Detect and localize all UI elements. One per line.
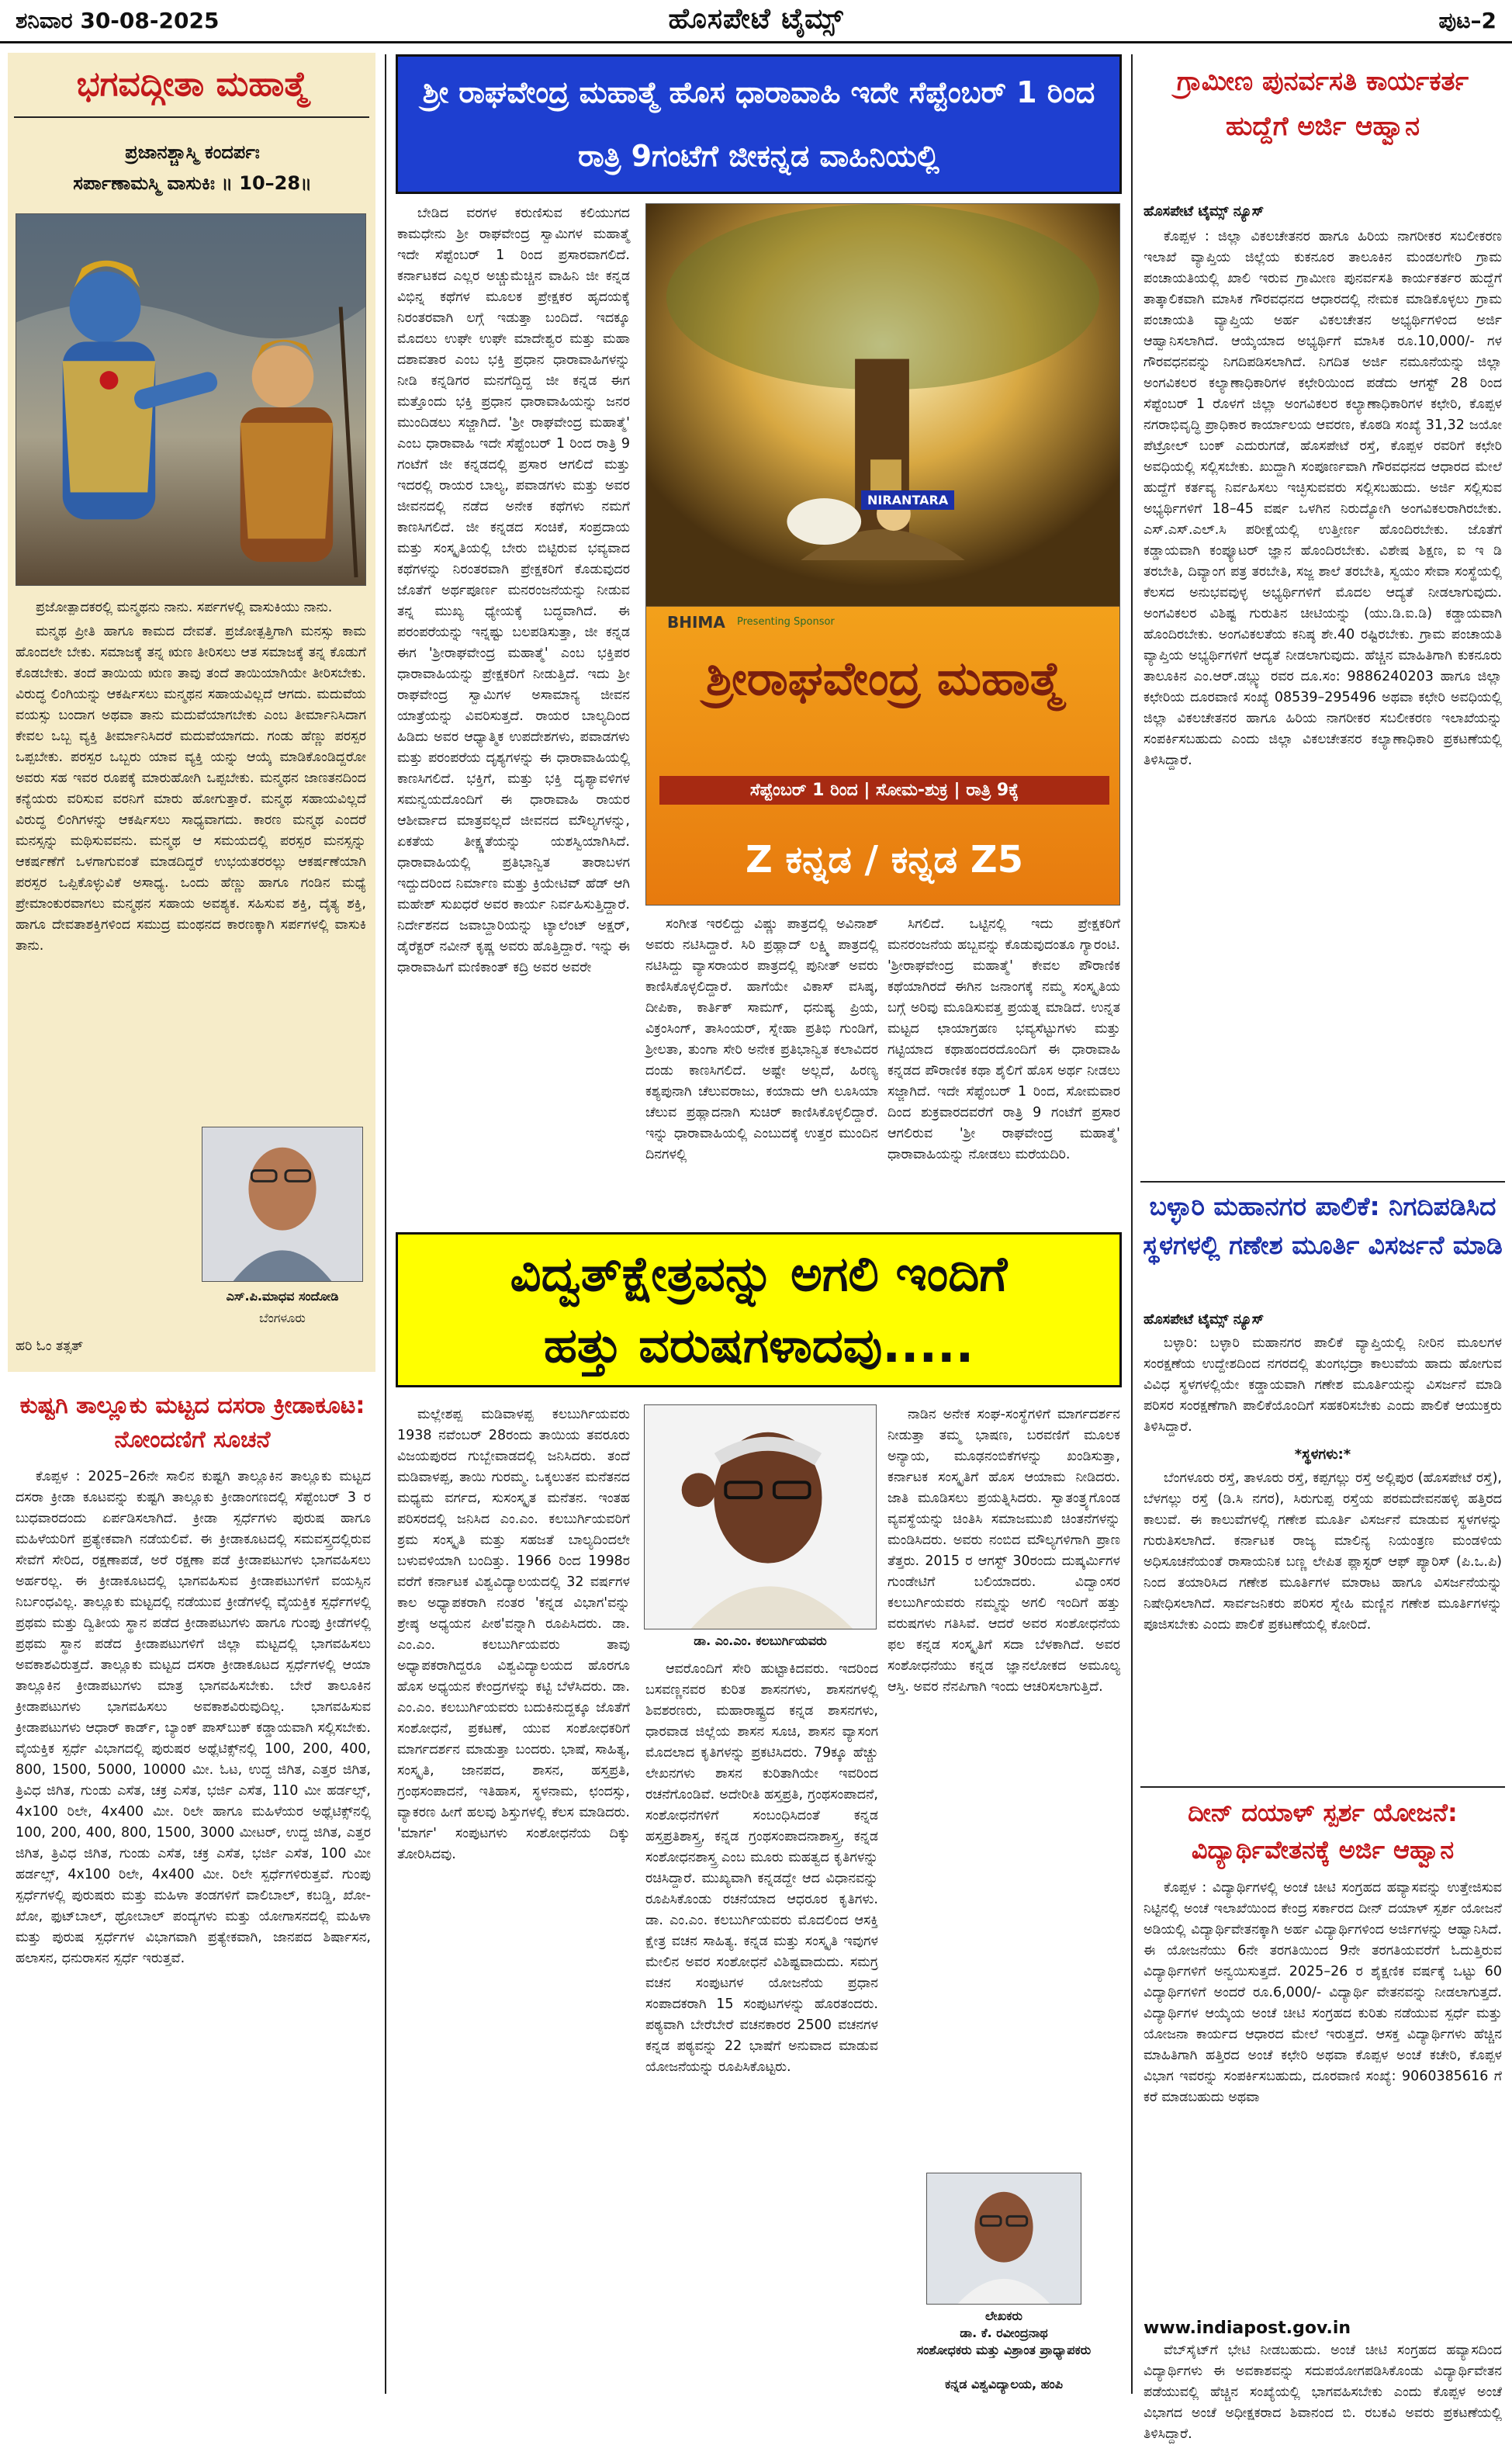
scholarship-body xyxy=(1144,1878,1502,2312)
kalburgi-body-2 xyxy=(645,1659,878,2394)
divider xyxy=(14,116,369,118)
gita-author-name: ಎಸ್.ಪಿ.ಮಾಧವ ಸಂದೋಡಿ xyxy=(226,1289,339,1304)
ganesha-body xyxy=(1144,1333,1502,1442)
paper-name: ಹೊಸಪೇಟೆ ಟೈಮ್ಸ್ xyxy=(668,3,844,35)
kalburgi-para: ನಾಡಿನ ಅನೇಕ ಸಂಘ-ಸಂಸ್ಥೆಗಳಿಗೆ ಮಾರ್ಗದರ್ಶನ ನೀಡುತ್ತಾ ತಮ್ಮ ಭಾಷಣ, ಬರವಣಿಗೆ ಮೂಲಕ ಅನ್ಯಾಯ, ಮೂಢನಂಬಿಕೆಗಳನ್ನು ಖಂಡಿಸುತ್ತಾ, ಕರ್ನಾಟಕ ಸಂಸ್ಕೃತಿಗೆ ಹೊಸ ಆಯಾಮ ನೀಡಿದರು. ಜಾತಿ ಮೂಡಿಸಲು ಪ್ರಯತ್ನಿಸಿದರು. ಸ್ವಾತಂತ್ರ್ಯಗೊಂಡ ವ್ಯವಸ್ಥೆಯನ್ನು ಚಿಂತಿಸಿ ಸಮಾಜಮುಖಿ ಚಿಂತನೆಗಳನ್ನು ಮಂಡಿಸಿದರು. ಅವರು ನಂಬಿದ ಮೌಲ್ಯಗಳಿಗಾಗಿ ಪ್ರಾಣ ತೆತ್ತರು. 2015 ರ ಆಗಸ್ಟ್ 30ರಂದು ದುಷ್ಕರ್ಮಿಗಳ ಗುಂಡೇಟಿಗೆ ಬಲಿಯಾದರು. ವಿದ್ವಾಂಸರ ಕಲಬುರ್ಗಿಯವರು ನಮ್ಮನ್ನು ಅಗಲಿ ಇಂದಿಗೆ ಹತ್ತು ವರುಷಗಳು ಗತಿಸಿವೆ. ಆದರೆ ಅವರ ಸಂಶೋಧನೆಯ ಫಲ ಕನ್ನಡ ಸಂಸ್ಕೃತಿಗೆ ಸದಾ ಬೆಳಕಾಗಿದೆ. ಅವರ ಸಂಶೋಧನೆಯು ಕನ್ನಡ ಜ್ಞಾನಲೋಕದ ಅಮೂಲ್ಯ ಆಸ್ತಿ. ಅವರ ನೆನಪಿಗಾಗಿ ಇಂದು ಆಚರಿಸಲಾಗುತ್ತಿದೆ. xyxy=(887,1407,1120,1695)
divider xyxy=(1140,1181,1505,1183)
raghavendra-body-1 xyxy=(397,203,630,1220)
dasara-para: ಕೊಪ್ಪಳ : 2025–26ನೇ ಸಾಲಿನ ಕುಷ್ಟಗಿ ತಾಲ್ಲೂಕಿನ ತಾಲ್ಲೂಕು ಮಟ್ಟದ ದಸರಾ ಕ್ರೀಡಾ ಕೂಟವನ್ನು ಕುಷ್ಟಗಿ ತಾಲ್ಲೂಕು ಕ್ರೀಡಾಂಗಣದಲ್ಲಿ ಸೆಪ್ಟೆಂಬರ್ 3 ರ ಬುಧವಾರದಂದು ಏರ್ಪಡಿಸಲಾಗಿದೆ. ಕ್ರೀಡಾ ಸ್ಪರ್ಧೆಗಳು ಪುರುಷ ಹಾಗೂ ಮಹಿಳೆಯರಿಗೆ ಪ್ರತ್ಯೇಕವಾಗಿ ನಡೆಯಲಿವೆ. ಈ ಕ್ರೀಡಾಕೂಟದಲ್ಲಿ ಸಮವಸ್ತ್ರದಲ್ಲಿರುವ ಸೇವೆಗೆ ಸೇರಿದ, ರಕ್ಷಣಾಪಡೆ, ಅರೆ ರಕ್ಷಣಾ ಪಡೆ ಕ್ರೀಡಾಪಟುಗಳು ಭಾಗವಹಿಸಲು ಅರ್ಹರಲ್ಲ. ಈ ಕ್ರೀಡಾಕೂಟದಲ್ಲಿ ಭಾಗವಹಿಸುವ ಕ್ರೀಡಾಪಟುಗಳಿಗೆ ವಯಸ್ಸಿನ ನಿರ್ಬಂಧವಿಲ್ಲ. ತಾಲ್ಲೂಕು ಮಟ್ಟದಲ್ಲಿ ನಡೆಯುವ ಕ್ರೀಡೆಗಳಲ್ಲಿ ವೈಯಕ್ತಿಕ ಸ್ಪರ್ಧೆಗಳಲ್ಲಿ ಪ್ರಥಮ ಮತ್ತು ದ್ವಿತೀಯ ಸ್ಥಾನ ಪಡೆದ ಕ್ರೀಡಾಪಟುಗಳು ಹಾಗೂ ಗುಂಪು ಕ್ರೀಡೆಗಳಲ್ಲಿ ಪ್ರಥಮ ಸ್ಥಾನ ಪಡೆದ ಕ್ರೀಡಾಪಟುಗಳಿಗೆ ಜಿಲ್ಲಾ ಮಟ್ಟದಲ್ಲಿ ಭಾಗವಹಿಸಲು ಅವಕಾಶವಿರುತ್ತದೆ. ತಾಲ್ಲೂಕು ಮಟ್ಟದ ದಸರಾ ಕ್ರೀಡಾಕೂಟದ ಸ್ಪರ್ಧೆಗಳಲ್ಲಿ ಆಯಾ ತಾಲ್ಲೂಕಿನ ಕ್ರೀಡಾಪಟುಗಳು ಮಾತ್ರ ಭಾಗವಹಿಸಬೇಕು. ಬೇರೆ ತಾಲೂಕಿನ ಕ್ರೀಡಾಪಟುಗಳು ಭಾಗವಹಿಸಲು ಅವಕಾಶವಿರುವುದಿಲ್ಲ. ಭಾಗವಹಿಸುವ ಕ್ರೀಡಾಪಟುಗಳು ಆಧಾರ್ ಕಾರ್ಡ್, ಬ್ಯಾಂಕ್ ಪಾಸ್‌ಬುಕ್ ಕಡ್ಡಾಯವಾಗಿ ಸಲ್ಲಿಸಬೇಕು. ವೈಯಕ್ತಿಕ ಸ್ಪರ್ಧೆ ವಿಭಾಗದಲ್ಲಿ ಪುರುಷರ ಅಥ್ಲೆಟಿಕ್ಸ್‌ನಲ್ಲಿ 100, 200, 400, 800, 1500, 5000, 10000 ಮೀ. ಓಟ, ಉದ್ದ ಜಿಗಿತ, ಎತ್ತರ ಜಿಗಿತ, ತ್ರಿವಿಧ ಜಿಗಿತ, ಗುಂಡು ಎಸೆತ, ಚಕ್ರ ಎಸೆತ, ಭರ್ಜಿ ಎಸೆತ, 110 ಮೀ ಹರ್ಡಲ್ಸ್, 4x100 ರಿಲೇ, 4x400 ಮೀ. ರಿಲೇ ಹಾಗೂ ಮಹಿಳೆಯರ ಅಥ್ಲೆಟಿಕ್ಸ್‌ನಲ್ಲಿ 100, 200, 400, 800, 1500, 3000 ಮೀಟರ್, ಉದ್ದ ಜಿಗಿತ, ಎತ್ತರ ಜಿಗಿತ, ತ್ರಿವಿಧ ಜಿಗಿತ, ಗುಂಡು ಎಸೆತ, ಚಕ್ರ ಎಸೆತ, ಭರ್ಜಿ ಎಸೆತ, 100 ಮೀ ಹರ್ಡಲ್ಸ್, 4x100 ರಿಲೇ, 4x400 ಮೀ. ರಿಲೇ ಸ್ಪರ್ಧೆಗಳಿರುತ್ತವೆ. ಗುಂಪು ಸ್ಪರ್ಧೆಗಳಲ್ಲಿ ಪುರುಷರು ಮತ್ತು ಮಹಿಳಾ ತಂಡಗಳಿಗೆ ವಾಲಿಬಾಲ್, ಕಬಡ್ಡಿ, ಖೋ-ಖೋ, ಫುಟ್‌ಬಾಲ್, ಥ್ರೋಬಾಲ್ ಪಂದ್ಯಗಳು ಮತ್ತು ಯೋಗಾಸನದಲ್ಲಿ ಮಹಿಳಾ ಮತ್ತು ಪುರುಷ ಸ್ಪರ್ಧೆಗಳ ವಿಭಾಗವಾಗಿ ಪ್ರತ್ಯೇಕವಾಗಿ, ಜಾನಪದ ಶಿರ್ಷಾಸನ, ಹಲಾಸನ, ಧನುರಾಸನ ಸ್ಪರ್ಧೆ ಇರುತ್ತವೆ. xyxy=(16,1469,371,1966)
raghavendra-para: ಬೇಡಿದ ವರಗಳ ಕರುಣಿಸುವ ಕಲಿಯುಗದ ಕಾಮಧೇನು ಶ್ರೀ ರಾಘವೇಂದ್ರ ಸ್ವಾಮಿಗಳ ಮಹಾತ್ಮೆ ಇದೇ ಸೆಪ್ಟೆಂಬರ್ 1 ರಿಂದ ಪ್ರಸಾರವಾಗಲಿದೆ. ಕರ್ನಾಟಕದ ಎಲ್ಲರ ಅಚ್ಚುಮೆಚ್ಚಿನ ವಾಹಿನಿ ಜೀ ಕನ್ನಡ ವಿಭಿನ್ನ ಕಥೆಗಳ ಮೂಲಕ ಪ್ರೇಕ್ಷಕರ ಹೃದಯಕ್ಕೆ ನಿರಂತರವಾಗಿ ಲಗ್ಗೆ ಇಡುತ್ತಾ ಬಂದಿದೆ. ಇದಕ್ಕೂ ಮೊದಲು ಉಘೇ ಉಘೇ ಮಾದೇಶ್ವರ ಮತ್ತು ಮಹಾ ದಶಾವತಾರ ಎಂಬ ಭಕ್ತಿ ಪ್ರಧಾನ ಧಾರಾವಾಹಿಗಳನ್ನು ನೀಡಿ ಕನ್ನಡಿಗರ ಮನಗೆದ್ದಿದ್ದ ಜೀ ಕನ್ನಡ ಈಗ ಮತ್ತೊಂದು ಭಕ್ತಿ ಪ್ರಧಾನ ಧಾರಾವಾಹಿಯನ್ನು ಜನರ ಮುಂದಿಡಲು ಸಜ್ಜಾಗಿದೆ. 'ಶ್ರೀ ರಾಘವೇಂದ್ರ ಮಹಾತ್ಮೆ' ಎಂಬ ಧಾರಾವಾಹಿ ಇದೇ ಸೆಪ್ಟೆಂಬರ್ 1 ರಿಂದ ರಾತ್ರಿ 9 ಗಂಟೆಗೆ ಜೀ ಕನ್ನಡದಲ್ಲಿ ಪ್ರಸಾರ ಆಗಲಿದೆ ಮತ್ತು ಇದರಲ್ಲಿ ರಾಯರ ಬಾಲ್ಯ, ಪವಾಡಗಳು ಮತ್ತು ಅವರ ಜೀವನದಲ್ಲಿ ನಡೆದ ಅನೇಕ ಕಥೆಗಳು ನಮಗೆ ಕಾಣಸಿಗಲಿದೆ. ಜೀ ಕನ್ನಡದ ಸಂಚಿಕೆ, ಸಂಪ್ರದಾಯ ಮತ್ತು ಸಂಸ್ಕೃತಿಯಲ್ಲಿ ಬೇರು ಬಿಟ್ಟಿರುವ ಭವ್ಯವಾದ ಕಥೆಗಳನ್ನು ನಿರಂತರವಾಗಿ ಪ್ರೇಕ್ಷಕರಿಗೆ ಕೊಡುವುದರ ಜೊತೆಗೆ ಅರ್ಥಪೂರ್ಣ ಮನರಂಜನೆಯನ್ನು ನೀಡುವ ತನ್ನ ಮುಖ್ಯ ಧ್ಯೇಯಕ್ಕೆ ಬದ್ಧವಾಗಿದೆ. ಈ ಪರಂಪರೆಯನ್ನು ಇನ್ನಷ್ಟು ಬಲಪಡಿಸುತ್ತಾ, ಜೀ ಕನ್ನಡ ಈಗ 'ಶ್ರೀರಾಘವೇಂದ್ರ ಮಹಾತ್ಮೆ' ಎಂಬ ಭಕ್ತಿಪರ ಧಾರಾವಾಹಿಯನ್ನು ಪ್ರೇಕ್ಷಕರಿಗೆ ನೀಡುತ್ತಿದೆ. ಇದು ಶ್ರೀ ರಾಘವೇಂದ್ರ ಸ್ವಾಮಿಗಳ ಅಸಾಮಾನ್ಯ ಜೀವನ ಯಾತ್ರೆಯನ್ನು ವಿವರಿಸುತ್ತದೆ. ರಾಯರ ಬಾಲ್ಯದಿಂದ ಹಿಡಿದು ಅವರ ಆಧ್ಯಾತ್ಮಿಕ ಉಪದೇಶಗಳು, ಪವಾಡಗಳು ಮತ್ತು ಪರಂಪರೆಯ ದೃಶ್ಯಗಳನ್ನು ಈ ಧಾರಾವಾಹಿಯಲ್ಲಿ ಕಾಣಸಿಗಲಿದೆ. ಭಕ್ತಿಗೆ, ಮತ್ತು ಭಕ್ತಿ ದೃಶ್ಯಾವಳಿಗಳ ಸಮನ್ವಯದೊಂದಿಗೆ ಈ ಧಾರಾವಾಹಿ ರಾಯರ ಆಶೀರ್ವಾದ ಮಾತ್ರವಲ್ಲದೆ ಜೀವನದ ಮೌಲ್ಯಗಳನ್ನು, ಏಕತೆಯ ತೀಕ್ಷ್ಣತೆಯನ್ನು ಯಶಸ್ವಿಯಾಗಿಸಿದೆ. ಧಾರಾವಾಹಿಯಲ್ಲಿ ಪ್ರತಿಭಾನ್ವಿತ ತಾರಾಬಳಗ ಇದ್ದುದರಿಂದ ನಿರ್ಮಾಣ ಮತ್ತು ಕ್ರಿಯೇಟಿವ್ ಹೆಡ್ ಆಗಿ ಮಹೇಶ್ ಸುಖಧರೆ ಅವರ ಕಾರ್ಯ ನಿರ್ವಹಿಸುತ್ತಿದ್ದಾರೆ. ನಿರ್ದೇಶನದ ಜವಾಬ್ದಾರಿಯನ್ನು ಟ್ಯಾಲೆಂಟ್ ಅಕ್ಷರ್, ಡೈರೆಕ್ಟರ್ ನವೀನ್ ಕೃಷ್ಣ ಅವರು ಹೊತ್ತಿದ್ದಾರೆ. ಇನ್ನು ಈ ಧಾರಾವಾಹಿಗೆ ಮಣಿಕಾಂತ್ ಕದ್ರಿ ಅವರ ಅವರೇ xyxy=(397,206,630,975)
rural-byline: ಹೊಸಪೇಟೆ ಟೈಮ್ಸ್ ನ್ಯೂಸ್ xyxy=(1144,203,1265,220)
page-number: ಪುಟ–2 xyxy=(1438,8,1496,33)
kalburgi-para: ಮಲ್ಲೇಶಪ್ಪ ಮಡಿವಾಳಪ್ಪ ಕಲಬುರ್ಗಿಯವರು 1938 ನವೆಂಬರ್ 28ರಂದು ತಾಯಿಯ ತವರೂರು ವಿಜಯಪುರದ ಗುಬ್ಬೇವಾಡದಲ್ಲಿ ಜನಿಸಿದರು. ತಂದೆ ಮಡಿವಾಳಪ್ಪ, ತಾಯಿ ಗುರಮ್ಮ. ಒಕ್ಕಲುತನ ಮನೆತನದ ಮಧ್ಯಮ ವರ್ಗದ, ಸುಸಂಸ್ಕೃತ ಮನೆತನ. ಇಂತಹ ಪರಿಸರದಲ್ಲಿ ಜನಿಸಿದ ಎಂ.ಎಂ. ಕಲಬುರ್ಗಿಯವರಿಗೆ ಶ್ರಮ ಸಂಸ್ಕೃತಿ ಮತ್ತು ಸಹಜತೆ ಬಾಲ್ಯದಿಂದಲೇ ಬಳುವಳಿಯಾಗಿ ಬಂದಿತ್ತು. 1966 ರಿಂದ 1998ರ ವರೆಗೆ ಕರ್ನಾಟಕ ವಿಶ್ವವಿದ್ಯಾಲಯದಲ್ಲಿ 32 ವರ್ಷಗಳ ಕಾಲ ಅಧ್ಯಾಪಕರಾಗಿ ನಂತರ 'ಕನ್ನಡ ವಿಭಾಗ'ವನ್ನು ಶ್ರೇಷ್ಠ ಅಧ್ಯಯನ ಪೀಠ'ವನ್ನಾಗಿ ರೂಪಿಸಿದರು. ಡಾ. ಎಂ.ಎಂ. ಕಲಬುರ್ಗಿಯವರು ತಾವು ಅಧ್ಯಾಪಕರಾಗಿದ್ದರೂ ವಿಶ್ವವಿದ್ಯಾಲಯದ ಹೊರಗೂ ಹೊಸ ಅಧ್ಯಯನ ಕೇಂದ್ರಗಳನ್ನು ಕಟ್ಟಿ ಬೆಳೆಸಿದರು. ಡಾ. ಎಂ.ಎಂ. ಕಲಬುರ್ಗಿಯವರು ಬದುಕಿನುದ್ದಕ್ಕೂ ಜೊತೆಗೆ ಸಂಶೋಧನೆ, ಪ್ರಕಟಣೆ, ಯುವ ಸಂಶೋಧಕರಿಗೆ ಮಾರ್ಗದರ್ಶನ ಮಾಡುತ್ತಾ ಬಂದರು. ಭಾಷೆ, ಸಾಹಿತ್ಯ, ಸಂಸ್ಕೃತಿ, ಜಾನಪದ, ಶಾಸನ, ಹಸ್ತಪ್ರತಿ, ಗ್ರಂಥಸಂಪಾದನೆ, ಇತಿಹಾಸ, ಸ್ಥಳನಾಮ, ಛಂದಸ್ಸು, ವ್ಯಾಕರಣ ಹೀಗೆ ಹಲವು ಶಿಸ್ತುಗಳಲ್ಲಿ ಕೆಲಸ ಮಾಡಿದರು. 'ಮಾರ್ಗ' ಸಂಪುಟಗಳು ಸಂಶೋಧನೆಯ ದಿಕ್ಕು ತೋರಿಸಿದವು. xyxy=(397,1407,630,1862)
kalburgi-author-photo xyxy=(926,2173,1081,2305)
gita-title: ಭಗವದ್ಗೀತಾ ಮಹಾತ್ಮೆ xyxy=(76,64,309,104)
ganesha-body-2 xyxy=(1144,1468,1502,1778)
kalburgi-body-3 xyxy=(887,1404,1120,2173)
kalburgi-body-1 xyxy=(397,1404,630,2394)
raghavendra-headline: ಶ್ರೀ ರಾಘವೇಂದ್ರ ಮಹಾತ್ಮೆ ಹೊಸ ಧಾರಾವಾಹಿ ಇದೇ ಸೆಪ್ಟೆಂಬರ್ 1 ರಿಂದ ರಾತ್ರಿ 9ಗಂಟೆಗೆ ಜೀಕನ್ನಡ ವಾಹಿನಿಯಲ್ಲಿ xyxy=(422,75,1095,173)
ganesha-title: ಬಳ್ಳಾರಿ ಮಹಾನಗರ ಪಾಲಿಕೆ: ನಿಗದಿಪಡಿಸಿದ ಸ್ಥಳಗಳಲ್ಲಿ ಗಣೇಶ ಮೂರ್ತಿ ವಿಸರ್ಜನೆ ಮಾಡಿ xyxy=(1143,1191,1503,1260)
raghavendra-para: ಸಿಗಲಿದೆ. ಒಟ್ಟಿನಲ್ಲಿ ಇದು ಪ್ರೇಕ್ಷಕರಿಗೆ ಮನರಂಜನೆಯ ಹಬ್ಬವನ್ನು ಕೊಡುವುದಂತೂ ಗ್ಯಾರಂಟಿ. 'ಶ್ರೀರಾಘವೇಂದ್ರ ಮಹಾತ್ಮೆ' ಕೇವಲ ಪೌರಾಣಿಕ ಕಥೆಯಾಗಿರದೆ ಈಗಿನ ಜನಾಂಗಕ್ಕೆ ನಮ್ಮ ಸಂಸ್ಕೃತಿಯ ಬಗ್ಗೆ ಅರಿವು ಮೂಡಿಸುವತ್ತ ಪ್ರಯತ್ನ ಮಾಡಿದೆ. ಉನ್ನತ ಮಟ್ಟದ ಛಾಯಾಗ್ರಹಣ ಭವ್ಯಸೆಟ್ಟುಗಳು ಮತ್ತು ಗಟ್ಟಿಯಾದ ಕಥಾಹಂದರದೊಂದಿಗೆ ಈ ಧಾರಾವಾಹಿ ಕನ್ನಡದ ಪೌರಾಣಿಕ ಕಥಾ ಶೈಲಿಗೆ ಹೊಸ ಅರ್ಥ ನೀಡಲು ಸಜ್ಜಾಗಿದೆ. ಇದೇ ಸೆಪ್ಟೆಂಬರ್ 1 ರಿಂದ, ಸೋಮವಾರ ದಿಂದ ಶುಕ್ರವಾರದವರೆಗೆ ರಾತ್ರಿ 9 ಗಂಟೆಗೆ ಪ್ರಸಾರ ಆಗಲಿರುವ 'ಶ್ರೀ ರಾಘವೇಂದ್ರ ಮಹಾತ್ಮೆ' ಧಾರಾವಾಹಿಯನ್ನು ನೋಡಲು ಮರೆಯದಿರಿ. xyxy=(887,916,1120,1162)
masthead xyxy=(0,0,1512,43)
kalburgi-author-role: ಸಂಶೋಧಕರು ಮತ್ತು ವಿಶ್ರಾಂತ ಪ್ರಾಧ್ಯಾಪಕರು xyxy=(916,2343,1092,2357)
gita-verse-2: ಸರ್ಪಾಣಾಮಸ್ಮಿ ವಾಸುಕಿಃ ॥ 10–28॥ xyxy=(73,172,312,194)
dasara-title: ಕುಷ್ಟಗಿ ತಾಲ್ಲೂಕು ಮಟ್ಟದ ದಸರಾ ಕ್ರೀಡಾಕೂಟ: ನೋಂದಣಿಗೆ ಸೂಚನೆ xyxy=(19,1392,365,1453)
ganesha-para: ಬಳ್ಳಾರಿ: ಬಳ್ಳಾರಿ ಮಹಾನಗರ ಪಾಲಿಕೆ ವ್ಯಾಪ್ತಿಯಲ್ಲಿ ನೀರಿನ ಮೂಲಗಳ ಸಂರಕ್ಷಣೆಯ ಉದ್ದೇಶದಿಂದ ನಗರದಲ್ಲಿ ತುಂಗಭದ್ರಾ ಕಾಲುವೆಯ ಹಾದು ಹೋಗುವ ವಿವಿಧ ಸ್ಥಳಗಳಲ್ಲಿಯೇ ಕಡ್ಡಾಯವಾಗಿ ಗಣೇಶ ಮೂರ್ತಿಯನ್ನು ವಿಸರ್ಜನೆ ಮಾಡಿ ಪರಿಸರ ಸಂರಕ್ಷಣೆಗಾಗಿ ಪಾಲಿಕೆಯೊಂದಿಗೆ ಸಹಕರಿಸಬೇಕು ಎಂದು ಪಾಲಿಕೆ ಆಯುಕ್ತರು ತಿಳಿಸಿದ್ದಾರೆ. xyxy=(1144,1335,1502,1435)
kalburgi-photo xyxy=(644,1404,877,1629)
issue-date: ಶನಿವಾರ 30-08-2025 xyxy=(16,8,220,33)
kalburgi-author-univ: ಕನ್ನಡ ವಿಶ್ವವಿದ್ಯಾಲಯ, ಹಂಪಿ xyxy=(944,2377,1064,2391)
raghavendra-body-2 xyxy=(645,914,878,1220)
gita-author-photo xyxy=(202,1127,363,1282)
kalburgi-author-name: ಡಾ. ಕೆ. ರವೀಂದ್ರನಾಥ xyxy=(960,2326,1048,2340)
rural-title: ಗ್ರಾಮೀಣ ಪುನರ್ವಸತಿ ಕಾರ್ಯಕರ್ತ ಹುದ್ದೆಗೆ ಅರ್ಜಿ ಆಹ್ವಾನ xyxy=(1176,66,1469,142)
divider xyxy=(1140,1786,1505,1788)
scholarship-title: ದೀನ್ ದಯಾಳ್ ಸ್ಪರ್ಶ ಯೋಜನೆ: ವಿದ್ಯಾರ್ಥಿವೇತನಕ್ಕೆ ಅರ್ಜಿ ಆಹ್ವಾನ xyxy=(1188,1798,1458,1865)
krishna-arjuna-painting xyxy=(16,213,366,586)
ganesha-para: ಬೆಂಗಳೂರು ರಸ್ತೆ, ತಾಳೂರು ರಸ್ತೆ, ಕಪ್ಪಗಲ್ಲು ರಸ್ತೆ ಅಲ್ಲಿಪುರ (ಹೊಸಪೇಟೆ ರಸ್ತೆ), ಬೆಳಗಲ್ಲು ರಸ್ತೆ (ಡಿ.ಸಿ ನಗರ), ಸಿರುಗುಪ್ಪ ರಸ್ತೆಯ ಪರಮದೇವನಹಳ್ಳಿ ಹತ್ತಿರದ ಕಾಲುವೆ. ಈ ಕಾಲುವೆಗಳಲ್ಲಿ ಗಣೇಶ ಮೂರ್ತಿ ವಿಸರ್ಜನೆ ಮಾಡುವ ಸ್ಥಳಗಳನ್ನು ಗುರುತಿಸಲಾಗಿದೆ. ಕರ್ನಾಟಕ ರಾಜ್ಯ ಮಾಲಿನ್ಯ ನಿಯಂತ್ರಣ ಮಂಡಳಿಯ ಅಧಿಸೂಚನೆಯಂತೆ ರಾಸಾಯನಿಕ ಬಣ್ಣ ಲೇಪಿತ ಪ್ಲಾಸ್ಟರ್ ಆಫ್ ಪ್ಯಾರಿಸ್ (ಪಿ.ಒ.ಪಿ) ನಿಂದ ತಯಾರಿಸಿದ ಗಣೇಶ ಮೂರ್ತಿಗಳ ಮಾರಾಟ ಹಾಗೂ ವಿಸರ್ಜನೆಯನ್ನು ನಿಷೇಧಿಸಲಾಗಿದೆ. ಸಾರ್ವಜನಿಕರು ಪರಿಸರ ಸ್ನೇಹಿ ಮಣ್ಣಿನ ಗಣೇಶ ಮೂರ್ತಿಗಳನ್ನು ಪೂಜಿಸಬೇಕು ಎಂದು ಪಾಲಿಕೆ ಪ್ರಕಟಣೆಯಲ್ಲಿ ಕೋರಿದೆ. xyxy=(1144,1470,1502,1633)
ganesha-byline: ಹೊಸಪೇಟೆ ಟೈಮ್ಸ್ ನ್ಯೂಸ್ xyxy=(1144,1311,1265,1328)
raghavendra-body-3 xyxy=(887,914,1120,1220)
rural-para: ಕೊಪ್ಪಳ : ಜಿಲ್ಲಾ ವಿಕಲಚೇತನರ ಹಾಗೂ ಹಿರಿಯ ನಾಗರೀಕರ ಸಬಲೀಕರಣ ಇಲಾಖೆ ವ್ಯಾಪ್ತಿಯ ಜಿಲ್ಲೆಯ ಕುಕನೂರ ತಾಲೂಕಿನ ಮಂಡಲಗೇರಿ ಗ್ರಾಮ ಪಂಚಾಯತಿಯಲ್ಲಿ ಖಾಲಿ ಇರುವ ಗ್ರಾಮೀಣ ಪುನರ್ವಸತಿ ಕಾರ್ಯಕರ್ತರ ಹುದ್ದೆಗೆ ತಾತ್ಕಾಲಿಕವಾಗಿ ಮಾಸಿಕ ಗೌರವಧನದ ಆಧಾರದಲ್ಲಿ ನೇಮಕ ಮಾಡಿಕೊಳ್ಳಲು ಗ್ರಾಮ ಪಂಚಾಯತಿ ವ್ಯಾಪ್ತಿಯ ಅರ್ಹ ವಿಕಲಚೇತನ ಅಭ್ಯರ್ಥಿಗಳಿಂದ ಅರ್ಜಿ ಆಹ್ವಾನಿಸಲಾಗಿದೆ. ಆಯ್ಕೆಯಾದ ಅಭ್ಯರ್ಥಿಗೆ ಮಾಸಿಕ ರೂ.10,000/- ಗಳ ಗೌರವಧನವನ್ನು ನಿಗದಿಪಡಿಸಲಾಗಿದೆ. ನಿಗದಿತ ಅರ್ಜಿ ನಮೂನೆಯನ್ನು ಜಿಲ್ಲಾ ಅಂಗವಿಕಲರ ಕಲ್ಯಾಣಾಧಿಕಾರಿಗಳ ಕಛೇರಿಯಿಂದ ಪಡೆದು ಆಗಸ್ಟ್ 28 ರಿಂದ ಸೆಪ್ಟೆಂಬರ್ 1 ರೊಳಗೆ ಜಿಲ್ಲಾ ಅಂಗವಿಕಲರ ಕಲ್ಯಾಣಾಧಿಕಾರಿಗಳ ಕಛೇರಿ, ಕೊಪ್ಪಳ ನಗರಾಭಿವೃದ್ಧಿ ಪ್ರಾಧಿಕಾರ ಕಾರ್ಯಾಲಯ ಆವರಣ, ಕೊಠಡಿ ಸಂಖ್ಯೆ 31,32 ಜಯೋ ಪೆಟ್ರೋಲ್ ಬಂಕ್ ಎದುರುಗಡೆ, ಹೊಸಪೇಟೆ ರಸ್ತೆ, ಕೊಪ್ಪಳ ರವರಿಗೆ ಕಛೇರಿ ಅವಧಿಯಲ್ಲಿ ಸಲ್ಲಿಸಬೇಕು. ಖುದ್ದಾಗಿ ಸಂಪೂರ್ಣವಾಗಿ ಗೌರವಧನದ ಆಧಾರದ ಮೇಲೆ ಹುದ್ದೆಗೆ ಕರ್ತವ್ಯ ನಿರ್ವಹಿಸಲು ಇಚ್ಛಿಸುವವರು ಸಲ್ಲಿಸಬಹುದು. ಅರ್ಜಿ ಸಲ್ಲಿಸುವ ಅಭ್ಯರ್ಥಿಗಳಿಗೆ 18–45 ವರ್ಷ ಒಳಗಿನ ನಿರುದ್ಯೋಗಿ ಅಂಗವಿಕಲರಾಗಿರಬೇಕು. ಎಸ್.ಎಸ್.ಎಲ್.ಸಿ ಪರೀಕ್ಷೆಯಲ್ಲಿ ಉತ್ತೀರ್ಣ ಹೊಂದಿರಬೇಕು. ಜೊತೆಗೆ ಕಡ್ಡಾಯವಾಗಿ ಕಂಪ್ಯೂಟರ್ ಜ್ಞಾನ ಹೊಂದಿರಬೇಕು. ವಿಶೇಷ ಶಿಕ್ಷಣ, ಐ ಇ ಡಿ ತರಬೇತಿ, ದಿವ್ಯಾಂಗ ಪತ್ರ ತರಬೇತಿ, ಸಜ್ಜ ಶಾಲೆ ತರಬೇತಿ, ಸ್ವಯಂ ಸೇವಾ ಸಂಸ್ಥೆಯಲ್ಲಿ ಕೆಲಸದ ಅನುಭವವುಳ್ಳ ಅಭ್ಯರ್ಥಿಗಳಿಗೆ ಮೊದಲ ಆದ್ಯತೆ ನೀಡಲಾಗುವುದು. ಅಂಗವಿಕಲರ ವಿಶಿಷ್ಟ ಗುರುತಿನ ಚೀಟಿಯನ್ನು (ಯು.ಡಿ.ಐ.ಡಿ) ಕಡ್ಡಾಯವಾಗಿ ಹೊಂದಿರಬೇಕು. ಅಂಗವಿಕಲತೆಯ ಕನಿಷ್ಠ ಶೇ.40 ರಷ್ಟಿರಬೇಕು. ಗ್ರಾಮ ಪಂಚಾಯತಿ ವ್ಯಾಪ್ತಿಯ ಅಭ್ಯರ್ಥಿಗಳಿಗೆ ಆದ್ಯತೆ ನೀಡಲಾಗುವುದು. ಹೆಚ್ಚಿನ ಮಾಹಿತಿಗಾಗಿ ಕುಕನೂರು ತಾಲೂಕಿನ ಎಂ.ಆರ್.ಡಬ್ಲ್ಯು ರವರ ದೂ.ಸಂ: 9886240203 ಹಾಗೂ ಜಿಲ್ಲಾ ಕಛೇರಿಯ ದೂರವಾಣಿ ಸಂಖ್ಯೆ 08539–295496 ಅಥವಾ ಕಛೇರಿ ಅವಧಿಯಲ್ಲಿ ಜಿಲ್ಲಾ ವಿಕಲಚೇತನರ ಹಾಗೂ ಹಿರಿಯ ನಾಗರೀಕರ ಸಬಲೀಕರಣ ಇಲಾಖೆಯನ್ನು ಸಂಪರ್ಕಿಸಬಹುದು ಎಂದು ಜಿಲ್ಲಾ ವಿಕಲಚೇತನರ ಕಲ್ಯಾಣಾಧಿಕಾರಿ ಪ್ರಕಟಣೆಯಲ್ಲಿ ತಿಳಿಸಿದ್ದಾರೆ. xyxy=(1144,229,1502,768)
gita-closing: ಹರಿ ಓಂ ತತ್ಸತ್ xyxy=(16,1339,84,1354)
ad-channels: Z ಕನ್ನಡ / ಕನ್ನಡ Z5 xyxy=(745,838,1024,881)
ad-partner: NIRANTARA xyxy=(861,490,954,510)
rural-body xyxy=(1144,227,1502,1175)
scholarship-para: ವೆಬ್‌ಸೈಟ್‌ಗೆ ಭೇಟಿ ನೀಡಬಹುದು. ಅಂಚೆ ಚೀಟಿ ಸಂಗ್ರಹದ ಹವ್ಯಾಸದಿಂದ ವಿದ್ಯಾರ್ಥಿಗಳು ಈ ಅವಕಾಶವನ್ನು ಸದುಪಯೋಗಪಡಿಸಿಕೊಂಡು ವಿದ್ಯಾರ್ಥಿವೇತನ ಪಡೆಯುವಲ್ಲಿ ಹೆಚ್ಚಿನ ಸಂಖ್ಯೆಯಲ್ಲಿ ಭಾಗವಹಿಸಬೇಕು ಎಂದು ಕೊಪ್ಪಳ ಅಂಚೆ ವಿಭಾಗದ ಅಂಚೆ ಅಧೀಕ್ಷಕರಾದ ಶಿವಾನಂದ ಬಿ. ರಬಕವಿ ಅವರು ಪ್ರಕಟಣೆಯಲ್ಲಿ ತಿಳಿಸಿದ್ದಾರೆ. xyxy=(1144,2343,1502,2442)
kalburgi-author-title: ಲೇಖಕರು xyxy=(984,2308,1023,2323)
scholarship-website[interactable]: www.indiapost.gov.in xyxy=(1144,2319,1351,2338)
gita-para: ಪ್ರಜೋತ್ಪಾದಕರಲ್ಲಿ ಮನ್ಮಥನು ನಾನು. ಸರ್ಪಗಳಲ್ಲಿ ವಾಸುಕಿಯು ನಾನು. xyxy=(36,600,333,615)
ad-sponsor-badge: Presenting Sponsor xyxy=(737,616,835,628)
gita-author-place: ಬೆಂಗಳೂರು xyxy=(259,1311,306,1325)
dasara-body xyxy=(16,1467,371,2394)
ad-sponsor: BHIMA xyxy=(667,613,725,632)
scholarship-body-end xyxy=(1144,2340,1502,2442)
scholarship-para: ಕೊಪ್ಪಳ : ವಿದ್ಯಾರ್ಥಿಗಳಲ್ಲಿ ಅಂಚೆ ಚೀಟಿ ಸಂಗ್ರಹದ ಹವ್ಯಾಸವನ್ನು ಉತ್ತೇಜಿಸುವ ನಿಟ್ಟಿನಲ್ಲಿ ಅಂಚೆ ಇಲಾಖೆಯಿಂದ ಕೇಂದ್ರ ಸರ್ಕಾರದ ದೀನ್ ದಯಾಳ್ ಸ್ಪರ್ಶ ಯೋಜನೆ ಅಡಿಯಲ್ಲಿ ವಿದ್ಯಾರ್ಥಿವೇತನಕ್ಕಾಗಿ ಅರ್ಹ ವಿದ್ಯಾರ್ಥಿಗಳಿಂದ ಅರ್ಜಿಗಳನ್ನು ಆಹ್ವಾನಿಸಿದೆ. ಈ ಯೋಜನೆಯು 6ನೇ ತರಗತಿಯಿಂದ 9ನೇ ತರಗತಿಯವರೆಗೆ ಓದುತ್ತಿರುವ ವಿದ್ಯಾರ್ಥಿಗಳಿಗೆ ಅನ್ವಯಿಸುತ್ತದೆ. 2025–26 ರ ಶೈಕ್ಷಣಿಕ ವರ್ಷಕ್ಕೆ ಒಟ್ಟು 60 ವಿದ್ಯಾರ್ಥಿಗಳಿಗೆ ಅಂದರೆ ರೂ.6,000/- ವಿದ್ಯಾರ್ಥಿ ವೇತನವನ್ನು ನೀಡಲಾಗುತ್ತದೆ. ವಿದ್ಯಾರ್ಥಿಗಳ ಆಯ್ಕೆಯ ಅಂಚೆ ಚೀಟಿ ಸಂಗ್ರಹದ ಕುರಿತು ನಡೆಯುವ ಸ್ಪರ್ಧೆ ಮತ್ತು ಯೋಜನಾ ಕಾರ್ಯದ ಆಧಾರದ ಮೇಲೆ ಇರುತ್ತದೆ. ಆಸಕ್ತ ವಿದ್ಯಾರ್ಥಿಗಳು ಹೆಚ್ಚಿನ ಮಾಹಿತಿಗಾಗಿ ಹತ್ತಿರದ ಅಂಚೆ ಕಛೇರಿ ಅಥವಾ ಕೊಪ್ಪಳ ಅಂಚೆ ಕಚೇರಿ, ಕೊಪ್ಪಳ ವಿಭಾಗ ಇವರನ್ನು ಸಂಪರ್ಕಿಸಬಹುದು, ದೂರವಾಣಿ ಸಂಖ್ಯೆ: 9060385616 ಗೆ ಕರೆ ಮಾಡಬಹುದು ಅಥವಾ xyxy=(1144,1880,1502,2105)
ad-schedule: ಸೆಪ್ಟೆಂಬರ್ 1 ರಿಂದ | ಸೋಮ-ಶುಕ್ರ | ರಾತ್ರಿ 9ಕ್ಕೆ xyxy=(659,776,1109,805)
kalburgi-photo-caption: ಡಾ. ಎಂ.ಎಂ. ಕಲಬುರ್ಗಿಯವರು xyxy=(694,1633,827,1648)
gita-para: ಮನ್ಮಥ ಪ್ರೀತಿ ಹಾಗೂ ಕಾಮದ ದೇವತೆ. ಪ್ರಜೋತ್ಪತ್ತಿಗಾಗಿ ಮನಸ್ಸು ಕಾಮ ಹೊಂದಲೇ ಬೇಕು. ಸಮಾಜಕ್ಕೆ ತನ್ನ ಋಣ ತೀರಿಸಲು ಆತ ಸಮಾಜಕ್ಕೆ ತನ್ನ ಕೊಡುಗೆ ಕೊಡಬೇಕು. ತಂದೆ ತಾಯಿಯ ಋಣ ತಾವು ತಂದೆ ತಾಯಿಯಾಗಿಯೇ ತೀರಿಸಬೇಕು. ವಿರುದ್ಧ ಲಿಂಗಿಯನ್ನು ಆಕರ್ಷಿಸಲು ಮನ್ಮಥನ ಸಹಾಯವಿಲ್ಲದೆ ಆಗದು. ಮದುವೆಯ ವಯಸ್ಸು ಬಂದಾಗ ಅಥವಾ ತಾನು ಮದುವೆಯಾಗಬೇಕು ಎಂಬ ತೀರ್ಮಾನಿಸಿದಾಗ ಕೇವಲ ಒಬ್ಬ ವ್ಯಕ್ತಿ ತೀರ್ಮಾನಿಸಿದರೆ ಮದುವೆಯಾಗದು. ಗಂಡು ಹೆಣ್ಣು ಪರಸ್ಪರ ಒಪ್ಪಬೇಕು. ಪರಸ್ಪರ ಒಬ್ಬರು ಯಾವ ವ್ಯಕ್ತಿ ಯನ್ನು ಆಯ್ಕೆ ಮಾಡಿಕೊಂಡಿದ್ದರೋ ಅವರು ಸಹ ಇವರ ರೂಪಕ್ಕೆ ಮಾರುಹೋಗಿ ಒಪ್ಪಬೇಕು. ಮನ್ಮಥನ ಜಾಣತನದಿಂದ ಕನ್ಯೆಯರು ವರಿಸುವ ವರನಿಗೆ ಮಾರು ಹೋಗುತ್ತಾರೆ. ಮನ್ಮಥ ಸಹಾಯವಿಲ್ಲದೆ ವಿರುದ್ಧ ಲಿಂಗಿಗಳನ್ನು ಆಕರ್ಷಿಸಲು ಸಾಧ್ಯವಾಗದು. ಕಾರಣ ಮನ್ಮಥ ಎಂದರೆ ಮನಸ್ಸನ್ನು ಮಥಿಸುವವನು. ಮನ್ಮಥ ಆ ಸಮಯದಲ್ಲಿ ಪರಸ್ಪರ ಮನಸ್ಸನ್ನು ಆಕರ್ಷಣೆಗೆ ಒಳಗಾಗುವಂತೆ ಮಾಡದಿದ್ದರೆ ಉಭಯತರರಲ್ಲು ಆಕರ್ಷಣೆಯಾಗಿ ಪರಸ್ಪರ ಒಪ್ಪಿಕೊಳ್ಳುವಿಕೆ ಅಸಾಧ್ಯ. ಒಂದು ಹೆಣ್ಣು ಹಾಗೂ ಗಂಡಿನ ಮಧ್ಯೆ ಪ್ರೇಮಾಂಕುರವಾಗಲು ಮನ್ಮಥನ ಸಹಾಯ ಅವಶ್ಯಕ. ಸಹಿಸುವ ಶಕ್ತಿ, ದೈತ್ಯ ಶಕ್ತಿ, ಹಾಗೂ ದೇವತಾಶಕ್ತಿಗಳಿಂದ ಸಮುದ್ರ ಮಂಥನದ ಕಾರಣಕ್ಕಾಗಿ ಸರ್ಪಗಳಲ್ಲಿ ವಾಸುಕಿ ತಾನು. xyxy=(16,624,366,954)
kalburgi-headline-1: ವಿದ್ವತ್‌ಕ್ಷೇತ್ರವನ್ನು ಅಗಲಿ ಇಂದಿಗೆ xyxy=(510,1245,1008,1302)
gita-verse-1: ಪ್ರಜಾನಶ್ಚಾಸ್ಮಿ ಕಂದರ್ಪಃ xyxy=(125,141,260,163)
raghavendra-para: ಸಂಗೀತ ಇರಲಿದ್ದು ವಿಷ್ಣು ಪಾತ್ರದಲ್ಲಿ ಅವಿನಾಶ್ ಅವರು ನಟಿಸಿದ್ದಾರೆ. ಸಿರಿ ಪ್ರಹ್ಲಾದ್ ಲಕ್ಷ್ಮಿ ಪಾತ್ರದಲ್ಲಿ ನಟಿಸಿದ್ದು ವ್ಯಾಸರಾಯರ ಪಾತ್ರದಲ್ಲಿ ಪುನೀತ್ ಅವರು ಕಾಣಿಸಿಕೊಳ್ಳಲಿದ್ದಾರೆ. ಹಾಗೆಯೇ ವಿಕಾಸ್ ವಸಿಷ್ಠ, ದೀಪಿಕಾ, ಕಾರ್ತಿಕ್ ಸಾಮಗ್, ಧನುಷ್ಯ ಪ್ರಿಯ, ವಿಕ್ರಂಸಿಂಗ್, ತಾಸಿಂಯರ್, ಸ್ನೇಹಾ ಪ್ರತಿಭಿ ಗುಂಡಿಗೆ, ಶ್ರೀಲತಾ, ತುಂಗಾ ಸೇರಿ ಅನೇಕ ಪ್ರತಿಭಾನ್ವಿತ ಕಲಾವಿದರ ದಂಡು ಕಾಣಸಿಗಲಿದೆ. ಅಷ್ಟೇ ಅಲ್ಲದೆ, ಹಿರಣ್ಯ ಕಶ್ಯಪುನಾಗಿ ಚೆಲುವರಾಜು, ಕಯಾದು ಆಗಿ ಲೂಸಿಯಾ ಚೆಲುವ ಪ್ರಹ್ಲಾದನಾಗಿ ಸುಚಿರ್ ಕಾಣಿಸಿಕೊಳ್ಳಲಿದ್ದಾರೆ. ಇನ್ನು ಧಾರಾವಾಹಿಯಲ್ಲಿ ಎಂಬುದಕ್ಕೆ ಉತ್ತರ ಮುಂದಿನ ದಿನಗಳಲ್ಲಿ xyxy=(645,916,878,1162)
kalburgi-para: ಆವರೊಂದಿಗೆ ಸೇರಿ ಹುಟ್ಟಾಕಿದವರು. ಇದರಿಂದ ಬಸವಣ್ಣನವರ ಕುರಿತ ಶಾಸನಗಳು, ಶಾಸನಗಳಲ್ಲಿ ಶಿವಶರಣರು, ಮಹಾರಾಷ್ಟ್ರದ ಕನ್ನಡ ಶಾಸನಗಳು, ಧಾರವಾಡ ಜಿಲ್ಲೆಯ ಶಾಸನ ಸೂಚಿ, ಶಾಸನ ವ್ಯಾಸಂಗ ಮೊದಲಾದ ಕೃತಿಗಳನ್ನು ಪ್ರಕಟಿಸಿದರು. 79ಕ್ಕೂ ಹೆಚ್ಚು ಲೇಖನಗಳು ಶಾಸನ ಕುರಿತಾಗಿಯೇ ಇವರಿಂದ ರಚನೆಗೊಂಡಿವೆ. ಅದೇರೀತಿ ಹಸ್ತಪ್ರತಿ, ಗ್ರಂಥಸಂಪಾದನೆ, ಸಂಶೋಧನೆಗಳಿಗೆ ಸಂಬಂಧಿಸಿದಂತೆ ಕನ್ನಡ ಹಸ್ತಪ್ರತಿಶಾಸ್ತ್ರ, ಕನ್ನಡ ಗ್ರಂಥಸಂಪಾದನಾಶಾಸ್ತ್ರ, ಕನ್ನಡ ಸಂಶೋಧನಶಾಸ್ತ್ರ ಎಂಬ ಮೂರು ಮಹತ್ವದ ಕೃತಿಗಳನ್ನು ರಚಿಸಿದ್ದಾರೆ. ಮುಖ್ಯವಾಗಿ ಕನ್ನಡದ್ದೇ ಆದ ವಿಧಾನವನ್ನು ರೂಪಿಸಿಕೊಂಡು ರಚನೆಯಾದ ಆಧರೂರ ಕೃತಿಗಳು. ಡಾ. ಎಂ.ಎಂ. ಕಲಬುರ್ಗಿಯವರು ಮೊದಲಿಂದ ಆಸಕ್ತಿ ಕ್ಷೇತ್ರ ವಚನ ಸಾಹಿತ್ಯ. ಕನ್ನಡ ಮತ್ತು ಸಂಸ್ಕೃತಿ ಇವುಗಳ ಮೇಲಿನ ಅವರ ಸಂಶೋಧನೆ ವಿಶಿಷ್ಟವಾದುದು. ಸಮಗ್ರ ವಚನ ಸಂಪುಟಗಳ ಯೋಜನೆಯ ಪ್ರಧಾನ ಸಂಪಾದಕರಾಗಿ 15 ಸಂಪುಟಗಳನ್ನು ಹೊರತಂದರು. ಪಠ್ಯವಾಗಿ ಬೇರೆಬೇರೆ ವಚನಕಾರರ 2500 ವಚನಗಳ ಕನ್ನಡ ಪಠ್ಯವನ್ನು 22 ಭಾಷೆಗೆ ಅನುವಾದ ಮಾಡುವ ಯೋಜನೆಯನ್ನು ರೂಪಿಸಿಕೊಟ್ಟರು. xyxy=(645,1661,878,2075)
kalburgi-headline-2: ಹತ್ತು ವರುಷಗಳಾದವು..... xyxy=(543,1317,974,1373)
ganesha-places-heading: *ಸ್ಥಳಗಳು:* xyxy=(1294,1446,1351,1463)
ad-title: ಶ್ರೀರಾಘವೇಂದ್ರ ಮಹಾತ್ಮೆ xyxy=(705,652,1064,706)
column-rule xyxy=(1131,54,1133,2394)
column-rule xyxy=(385,54,386,2394)
gita-body xyxy=(16,597,366,1117)
